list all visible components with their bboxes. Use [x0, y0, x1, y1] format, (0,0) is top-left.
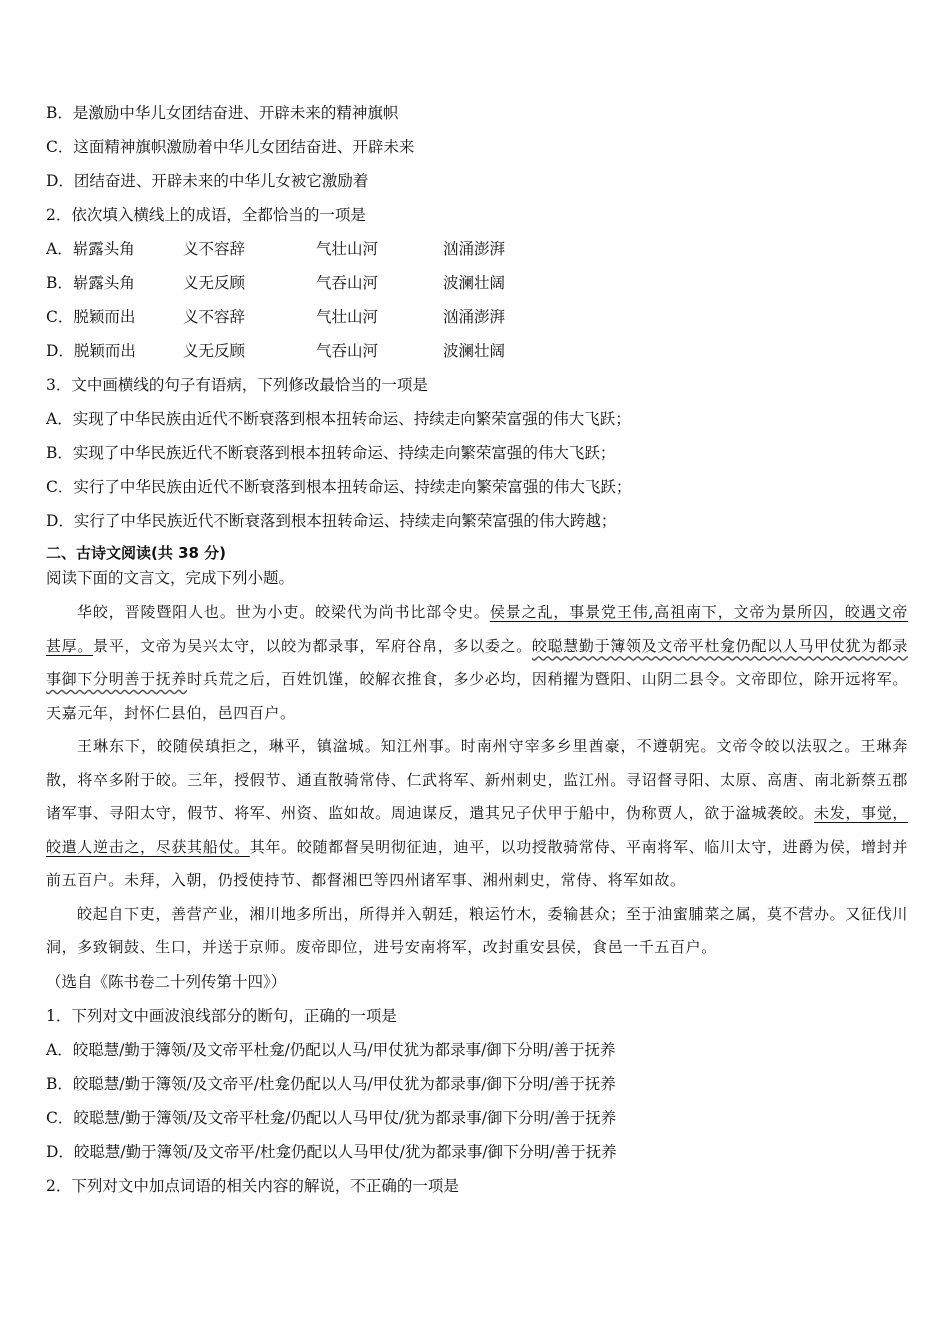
q2-a-3: 气壮山河 — [316, 240, 379, 258]
q2-option-row-a — [46, 232, 908, 266]
q2-d-2: 义无反顾 — [183, 342, 246, 360]
q3-option-a: A．实现了中华民族由近代不断衰落到根本扭转命运、持续走向繁荣富强的伟大飞跃； — [46, 410, 631, 428]
q2-stem: 2．依次填入横线上的成语，全都恰当的一项是 — [46, 206, 366, 224]
q3-option-b: B．实现了中华民族近代不断衰落到根本扭转命运、持续走向繁荣富强的伟大飞跃； — [46, 444, 616, 462]
document-page — [46, 96, 908, 1203]
p1-text-c: 时兵荒之后，百姓饥馑，皎解衣推食，多少必均，因稍擢为暨阳、山阴二县令。文帝即位，除开远将军。天嘉元年，封怀仁县伯，邑四百户。 — [46, 670, 909, 722]
passage-paragraph-1 — [46, 596, 908, 730]
q2-d-1: D．脱颖而出 — [46, 342, 136, 360]
rq1-option-c: C．皎聪慧/勤于簿领/及文帝平杜龛/仍配以人马甲仗/犹为都录事/御下分明/善于抚养 — [46, 1108, 617, 1127]
q2-c-3: 气壮山河 — [316, 308, 379, 326]
q2-option-row-d — [46, 334, 908, 368]
q2-a-2: 义不容辞 — [183, 240, 246, 258]
q3-option-c: C．实行了中华民族由近代不断衰落到根本扭转命运、持续走向繁荣富强的伟大飞跃； — [46, 478, 632, 496]
rq2-stem: 2．下列对文中加点词语的相关内容的解说，不正确的一项是 — [46, 1176, 459, 1195]
rq1-option-b: B．皎聪慧/勤于簿领/及文帝平/杜龛仍配以人马/甲仗犹为都录事/御下分明/善于抚养 — [46, 1074, 616, 1093]
q2-b-4: 波澜壮阔 — [443, 274, 506, 292]
q2-d-3: 气吞山河 — [316, 342, 379, 360]
q1-option-c: C．这面精神旗帜激励着中华儿女团结奋进、开辟未来 — [46, 138, 415, 156]
p1-underlined-sentence: 侯景之乱，事景党王伟,高祖南下，文帝为景所囚，皎遇文帝甚厚。 — [46, 603, 908, 655]
p2-underlined-sentence: 未发，事觉，皎遣人逆击之，尽获其船仗。 — [46, 804, 909, 856]
q2-option-row-c — [46, 300, 908, 334]
q2-a-1: A．崭露头角 — [46, 240, 135, 258]
q2-c-2: 义不容辞 — [183, 308, 246, 326]
q1-option-d: D．团结奋进、开辟未来的中华儿女被它激励着 — [46, 172, 369, 190]
q1-option-b: B．是激励中华儿女团结奋进、开辟未来的精神旗帜 — [46, 104, 399, 122]
q2-a-4: 汹涌澎湃 — [443, 240, 506, 258]
rq1-option-d: D．皎聪慧/勤于簿领/及文帝平/杜龛仍配以人马甲仗/犹为都录事/御下分明/善于抚养 — [46, 1142, 617, 1161]
rq1-stem: 1．下列对文中画波浪线部分的断句，正确的一项是 — [46, 1006, 397, 1025]
q2-b-1: B．崭露头角 — [46, 274, 135, 292]
rq1-option-a: A．皎聪慧/勤于簿领/及文帝平杜龛/仍配以人马/甲仗犹为都录事/御下分明/善于抚养 — [46, 1040, 616, 1059]
p1-text-b: 景平，文帝为吴兴太守，以皎为都录事，军府谷帛，多以委之。 — [93, 636, 532, 655]
q3-stem: 3．文中画横线的句子有语病，下列修改最恰当的一项是 — [46, 376, 428, 394]
passage-paragraph-3: 皎起自下吏，善营产业，湘川地多所出，所得并入朝廷，粮运竹木，委输甚众；至于油蜜脯菜之属，莫不营办。又征伐川洞，多致铜鼓、生口，并送于京师。废帝即位，进号安南将军，改封重安县侯，食邑一千五百户。 — [46, 904, 908, 956]
p2-text-b: 其年。皎随都督吴明彻征迪，迪平，以功授散骑常侍、平南将军、临川太守，进爵为侯，增封并前五百户。未拜，入朝，仍授使持节、都督湘巴等四州诸军事、湘州刺史，常侍、将军如故。 — [46, 837, 908, 889]
p2-text-a: 王琳东下，皎随侯瑱拒之，琳平，镇湓城。知江州事。时南州守宰多乡里酋豪，不遵朝宪。文帝令皎以法驭之。王琳奔散，将卒多附于皎。三年，授假节、通直散骑常侍、仁武将军、新州刺史，监江州。寻诏督寻阳、太原、高唐、南北新蔡五郡诸军事、寻阳太守，假节、将军、州资、监如故。周迪谋反，遣其兄子伏甲于船中，伪称贾人，欲于湓城袭皎。 — [46, 737, 908, 822]
p1-wavy-segment: 皎聪慧勤于簿领及文帝平杜龛仍配以人马甲仗犹为都录事御下分明善于抚养 — [46, 636, 908, 688]
q2-b-3: 气吞山河 — [316, 274, 379, 292]
q2-d-4: 波澜壮阔 — [443, 342, 506, 360]
q2-c-4: 汹涌澎湃 — [443, 308, 506, 326]
section-intro: 阅读下面的文言文，完成下列小题。 — [46, 569, 295, 587]
q3-option-d: D．实行了中华民族近代不断衰落到根本扭转命运、持续走向繁荣富强的伟大跨越； — [46, 512, 617, 530]
p1-text-a: 华皎，晋陵暨阳人也。世为小吏。皎梁代为尚书比部令史。 — [77, 603, 490, 621]
q2-option-row-b — [46, 266, 908, 300]
q2-c-1: C．脱颖而出 — [46, 308, 136, 326]
q2-b-2: 义无反顾 — [183, 274, 246, 292]
section-title: 二、古诗文阅读(共 38 分) — [46, 544, 227, 562]
passage-source: （选自《陈书卷二十列传第十四》） — [46, 972, 287, 991]
passage-paragraph-2 — [46, 730, 908, 898]
